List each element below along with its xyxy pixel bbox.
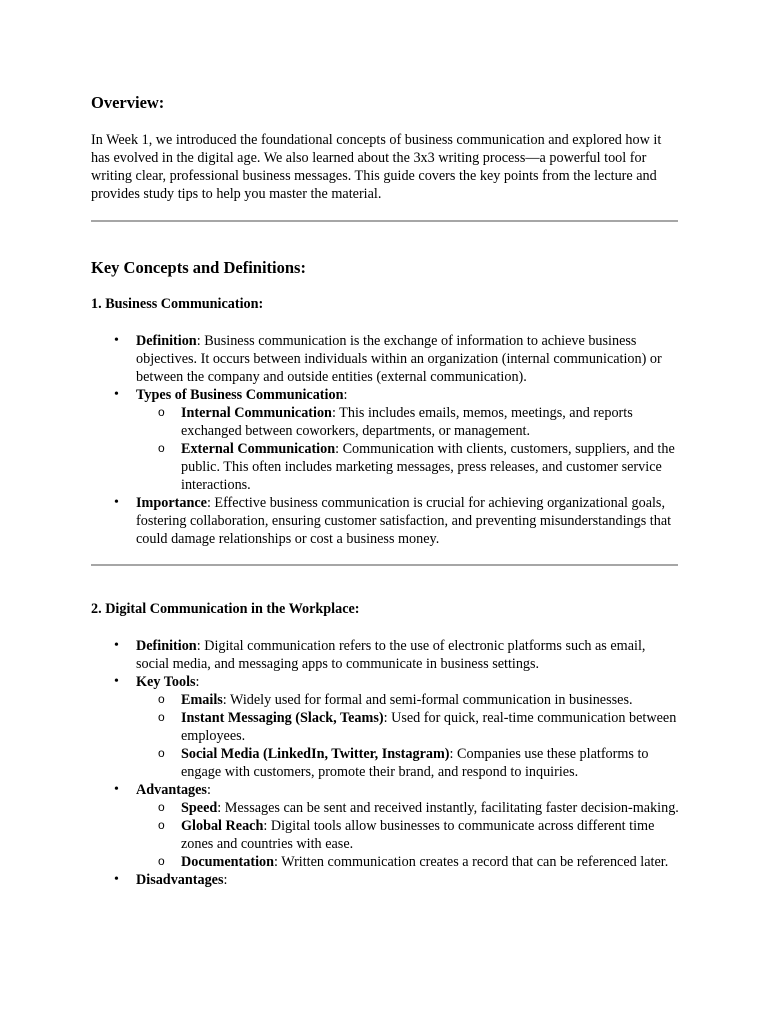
item-suffix: : [195,674,200,690]
overview-paragraph: In Week 1, we introduced the foundational concepts of business communication and explored how it has evolved in the digital age. We also learned about the 3x3 writing process—a powerful tool for writing clear, professional business messages. This guide covers the key points from the lecture and provides study tips to help you master the material. [91,132,662,202]
item-label: Speed [181,800,218,816]
list-item-definition [91,332,681,386]
section-2-title: 2. Digital Communication in the Workplace: [91,601,360,617]
bullet-icon: • [114,872,119,887]
item-label: Disadvantages [136,872,224,888]
list-item-disadvantages [91,871,681,889]
sub-bullet-icon: o [158,692,165,706]
tools-sublist [136,691,681,781]
item-suffix: : [206,782,211,798]
item-text: : Communication with clients, customers, suppliers, and the public. This often includes marketing messages, press releases, and customer service interactions. [181,441,675,493]
section-2-list [91,637,681,889]
sublist-item [136,709,681,745]
sublist-item [136,440,681,494]
item-label: Social Media (LinkedIn, Twitter, Instagram) [181,746,450,762]
item-suffix: : [343,387,348,403]
item-text: : Digital tools allow businesses to communicate across different time zones and countries with ease. [181,818,655,852]
sublist-item [136,404,681,440]
list-item-advantages [91,781,681,871]
item-text: : Widely used for formal and semi-formal communication in businesses. [222,692,633,708]
item-text: : Business communication is the exchange of information to achieve business objectives. It occurs between individuals within an organization (internal communication) or between the company and outside entities (external communication). [136,333,662,385]
bullet-icon: • [114,495,119,510]
item-label: Definition [136,638,197,654]
sub-bullet-icon: o [158,405,165,419]
item-label: Documentation [181,854,275,870]
sub-bullet-icon: o [158,710,165,724]
item-label: Types of Business Communication [136,387,344,403]
sub-bullet-icon: o [158,818,165,832]
overview-heading: Overview: [91,93,165,112]
item-label: Internal Communication [181,405,332,421]
types-sublist [136,404,681,494]
item-label: Definition [136,333,197,349]
divider-2 [91,564,678,566]
divider-1 [91,220,678,222]
sublist-item [136,799,681,817]
item-label: Importance [136,495,207,511]
sublist-item [136,745,681,781]
item-text: : This includes emails, memos, meetings, and reports exchanged between coworkers, departments, or management. [181,405,633,439]
sub-bullet-icon: o [158,746,165,760]
sublist-item [136,817,681,853]
bullet-icon: • [114,387,119,402]
item-label: Instant Messaging (Slack, Teams) [181,710,384,726]
bullet-icon: • [114,333,119,348]
item-label: Global Reach [181,818,264,834]
sub-bullet-icon: o [158,800,165,814]
bullet-icon: • [114,782,119,797]
list-item-definition [91,637,681,673]
item-text: : Messages can be sent and received instantly, facilitating faster decision-making. [217,800,679,816]
list-item-key-tools [91,673,681,781]
section-1-list [91,332,681,548]
item-label: Key Tools [136,674,196,690]
key-concepts-heading: Key Concepts and Definitions: [91,258,306,277]
sub-bullet-icon: o [158,441,165,455]
list-item-importance [91,494,681,548]
sublist-item [136,853,681,871]
item-text: : Digital communication refers to the use of electronic platforms such as email, social media, and messaging apps to communicate in business settings. [136,638,646,672]
item-label: External Communication [181,441,336,457]
sublist-item [136,691,681,709]
item-text: : Effective business communication is crucial for achieving organizational goals, fostering collaboration, ensuring customer satisfaction, and preventing misunderstandings that could damage relationships or cost a business money. [136,495,672,547]
item-text: : Written communication creates a record that can be referenced later. [274,854,669,870]
item-label: Emails [181,692,223,708]
section-1-title: 1. Business Communication: [91,296,264,312]
item-label: Advantages [136,782,207,798]
item-suffix: : [223,872,228,888]
sub-bullet-icon: o [158,854,165,868]
bullet-icon: • [114,638,119,653]
advantages-sublist [136,799,681,871]
item-text: : Companies use these platforms to engage with customers, promote their brand, and respond to inquiries. [181,746,649,780]
bullet-icon: • [114,674,119,689]
list-item-types [91,386,681,494]
item-text: : Used for quick, real-time communication between employees. [181,710,677,744]
